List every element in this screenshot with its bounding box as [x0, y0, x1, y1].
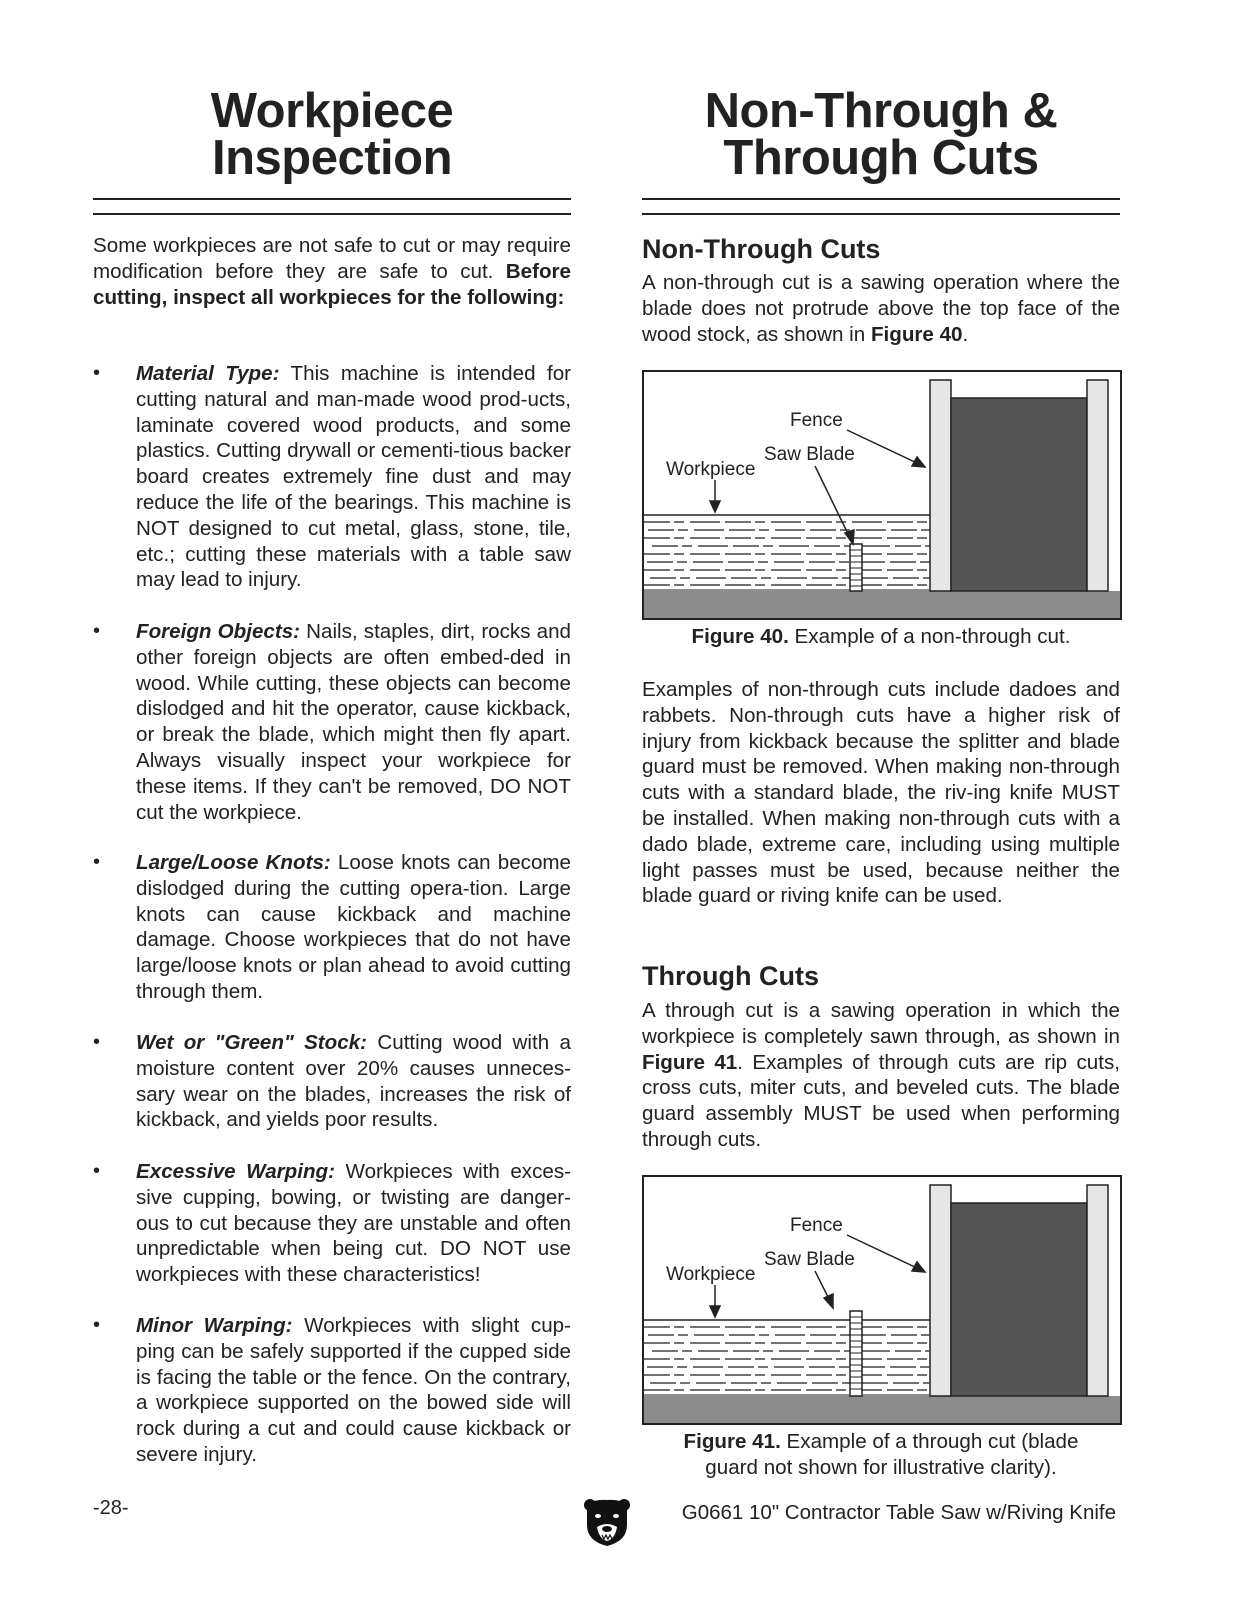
bullet-body: Loose knots can become dislodged during the cutting opera-tion. Large knots can cause kickback and machine damage. Choose workpieces that do not have large/loose knots or plan ahead to avoid cutting through them.	[136, 851, 572, 1003]
bullet-body: Workpieces with slight cup-ping can be safely supported if the cupped side is facing the table or the fence. On the contrary, a workpiece supported on the bowed side will rock during a cut and could cause kickback or severe injury.	[136, 1314, 571, 1466]
bullet-dot: •	[93, 1031, 101, 1053]
right-title-line2: Through Cuts	[723, 131, 1039, 185]
bear-logo-icon	[583, 1497, 631, 1547]
fence-left-face	[930, 1185, 951, 1396]
figure-41-illustration	[644, 1177, 1120, 1423]
bullet-dot: •	[93, 1314, 101, 1336]
figure-40-caption-text: Example of a non-through cut.	[788, 625, 1071, 648]
figure-41-caption-text: Example of a through cut (blade	[780, 1430, 1079, 1453]
left-column	[93, 0, 571, 1500]
left-title-line1: Workpiece	[210, 84, 454, 138]
bullet-text	[136, 1313, 571, 1468]
through-cuts-text-b: . Examples of through cuts are rip cuts, cross cuts, miter cuts, and beveled cuts. The blade guard assembly MUST be used when performing through cuts.	[642, 1050, 1121, 1151]
non-through-intro-text: A non-through cut is a sawing operation where the blade does not protrude above the top face of the wood stock, as shown in	[642, 271, 1120, 346]
workpiece-label: Workpiece	[666, 459, 756, 480]
bullet-dot: •	[93, 362, 101, 384]
right-column	[642, 0, 1120, 1500]
bullet-text	[136, 361, 571, 593]
figure-41-caption-line1	[642, 1429, 1120, 1455]
bullet-lead: Foreign Objects:	[136, 620, 301, 643]
figure-41-caption	[642, 1429, 1120, 1481]
figure-40-reference: Figure 40	[870, 322, 963, 346]
bullet-text	[136, 619, 571, 825]
fence-body	[951, 398, 1087, 591]
page-number: -28-	[93, 1497, 129, 1519]
intro-bold-text: Before cutting, inspect all workpieces for the following:	[93, 259, 571, 309]
intro-text: Some workpieces are not safe to cut or may require modification before they are safe to cut.	[93, 234, 571, 283]
bullet-text	[136, 850, 571, 1005]
through-cuts-text-a: A through cut is a sawing operation in which the workpiece is completely sawn through, as shown in	[642, 999, 1120, 1048]
figure-41-reference: Figure 41	[642, 1050, 738, 1074]
non-through-intro	[642, 270, 1120, 347]
divider-top	[642, 198, 1120, 200]
divider-bottom	[93, 213, 571, 215]
fence-right-face	[1087, 380, 1108, 591]
figure-40-illustration	[644, 372, 1120, 618]
non-through-details: Examples of non-through cuts include dadoes and rabbets. Non-through cuts have a higher risk of injury from kickback because the splitter and blade guard must be removed. When making non-through cuts with a standard blade, the riv-ing knife MUST be installed. When making non-through cuts with a dado blade, extreme care, including using multiple light passes must be used, because neither the blade guard or riving knife can be used.	[642, 678, 1120, 908]
workpiece	[644, 515, 930, 590]
divider-top	[93, 198, 571, 200]
bullet-body: Workpieces with exces-sive cupping, bowing, or twisting are danger-ous to cut because they are unstable and often unpredictable when being cut. DO NOT use workpieces with these characteristics!	[136, 1160, 571, 1287]
through-cuts-heading: Through Cuts	[642, 961, 819, 991]
fence-right-face	[1087, 1185, 1108, 1396]
bullet-dot: •	[93, 851, 101, 873]
saw-blade-label: Saw Blade	[764, 1249, 855, 1270]
bullet-lead: Material Type:	[136, 362, 280, 385]
bullet-text	[136, 1159, 571, 1288]
figure-41-caption-line2: guard not shown for illustrative clarity).	[705, 1456, 1057, 1479]
saw-blade-label: Saw Blade	[764, 444, 855, 465]
workpiece-label: Workpiece	[666, 1264, 756, 1285]
figure-41	[642, 1175, 1122, 1425]
figure-40-caption-label: Figure 40.	[691, 625, 789, 648]
bullet-lead: Minor Warping:	[136, 1314, 293, 1337]
bullet-dot: •	[93, 620, 101, 642]
saw-table	[644, 1396, 1120, 1423]
figure-40-caption	[642, 624, 1120, 650]
left-section-title	[93, 84, 571, 185]
fence-body	[951, 1203, 1087, 1396]
bullet-lead: Wet or "Green" Stock:	[136, 1031, 368, 1054]
bullet-body: Nails, staples, dirt, rocks and other foreign objects are often embed-ded in wood. While cutting, these objects can become dislodged and hit the operator, cause kickback, or break the blade, which might then fly apart. Always visually inspect your workpiece for these items. If they can't be removed, DO NOT cut the workpiece.	[136, 620, 572, 824]
bullet-lead: Large/Loose Knots:	[136, 851, 331, 874]
workpiece	[644, 1320, 930, 1395]
saw-table	[644, 591, 1120, 618]
left-title-line2: Inspection	[211, 131, 453, 185]
bullet-body: Cutting wood with a moisture content over 20% causes unneces-sary wear on the blades, increases the risk of kickback, and yields poor results.	[136, 1031, 571, 1132]
fence-label: Fence	[790, 410, 843, 431]
bullet-text	[136, 1030, 571, 1133]
figure-41-caption-label: Figure 41.	[683, 1430, 781, 1453]
right-title-line1: Non-Through &	[704, 84, 1058, 138]
bullet-lead: Excessive Warping:	[136, 1160, 335, 1183]
right-section-title	[642, 84, 1120, 185]
through-cuts-paragraph	[642, 998, 1120, 1153]
bullet-body: This machine is intended for cutting natural and man-made wood prod-ucts, laminate covered wood products, and some plastics. Cutting drywall or cementi-tious backer board creates extremely fine dust and may reduce the life of the bearings. This machine is NOT designed to cut metal, glass, stone, tile, etc.; cutting these materials with a table saw may lead to injury.	[136, 362, 572, 592]
fence-label: Fence	[790, 1215, 843, 1236]
non-through-cuts-heading: Non-Through Cuts	[642, 234, 881, 264]
bullet-dot: •	[93, 1160, 101, 1182]
intro-paragraph	[93, 233, 571, 310]
figure-40	[642, 370, 1122, 620]
fence-left-face	[930, 380, 951, 591]
product-name: G0661 10" Contractor Table Saw w/Riving Knife	[681, 1501, 1116, 1524]
period: .	[962, 322, 969, 346]
divider-bottom	[642, 213, 1120, 215]
